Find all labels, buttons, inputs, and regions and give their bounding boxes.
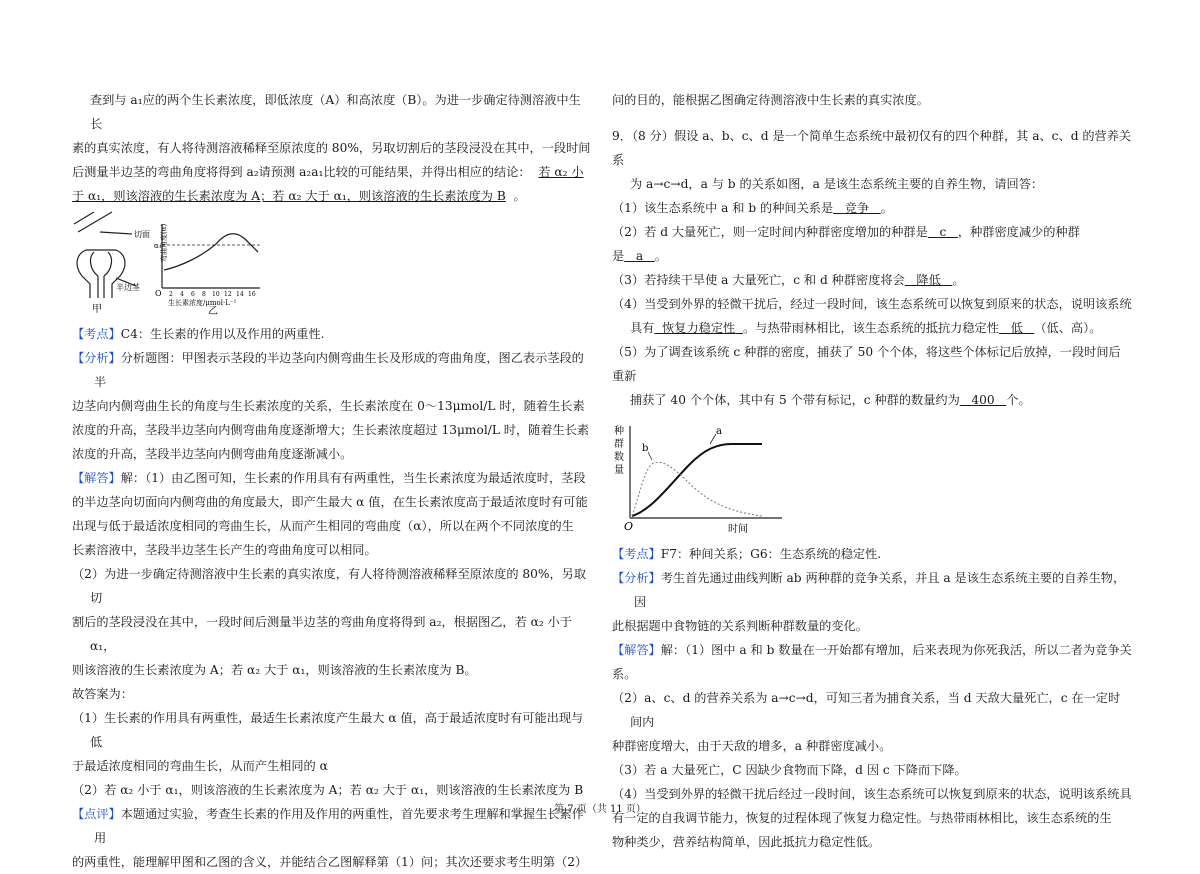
q9-4-line-1: （4）当受到外界的轻微干扰后，经过一段时间，该生态系统可以恢复到原来的状态，说明该系统	[612, 297, 1132, 311]
intro-line-1: 查到与 a₁应的两个生长素浓度，即低浓度（A）和高浓度（B）。为进一步确定待测溶液中生长	[90, 93, 581, 131]
intro-line-2: 素的真实浓度，有人将待测溶液稀释至原浓度的 80%，另取切割后的茎段浸没在其中，一段时间	[72, 141, 591, 155]
answer-underline-1: 若 α₂ 小	[538, 165, 584, 179]
q9-4-answer-1: 恢复力稳定性	[662, 321, 736, 335]
right-column	[612, 88, 1132, 854]
label-yi: 乙	[208, 306, 218, 316]
q9-3-answer: 降低	[916, 273, 941, 287]
intro-line-4: 于 α₁，则该溶液的生长素浓度为 A；若 α₂ 大于 α₁，则该溶液的生长素浓度为 B 。	[72, 189, 526, 203]
curve-a	[632, 444, 762, 516]
dianping: 【点评】本题通过实验，考查生长素的作用及作用的两重性，首先要求考生理解和掌握生长素作用 的两重性，能理解甲图和乙图的含义，并能结合乙图解释第（1）问；其次还要求考生明第（2）	[72, 807, 588, 869]
q9-4-line-2: 具有 恢复力稳定性 。与热带雨林相比，该生态系统的抵抗力稳定性 低 （低、高）。	[630, 321, 1102, 335]
q9-2-answer-2: a	[635, 249, 644, 263]
x-axis-label: 生长素浓度/μmol·L⁻¹	[168, 299, 237, 307]
label-half-stem: 半边茎	[116, 283, 140, 292]
q9-5-line-2: 捕获了 40 个个体，其中有 5 个带有标记，c 种群的数量约为 400 个。	[630, 393, 1031, 407]
y-axis-label: 弯曲角度(α)	[160, 223, 168, 262]
x-tick: 4	[180, 291, 184, 298]
kaodian-tag: 【考点】	[612, 547, 661, 561]
answer-underline-2: 于 α₁，则该溶液的生长素浓度为 A；若 α₂ 大于 α₁，则该溶液的生长素浓度为 B	[72, 189, 506, 203]
x-tick: 16	[248, 291, 256, 298]
b-leader	[648, 452, 652, 460]
y-label-char: 群	[614, 439, 624, 450]
q9-line-1: 9．（8 分）假设 a、b、c、d 是一个简单生态系统中最初仅有的四个种群，其 a、c、d 的营养关系	[612, 129, 1132, 167]
jieda-right: 【解答】解：（1）图中 a 和 b 数量在一开始都有增加，后来表现为你死我活，所以二者为竞争关 系。	[612, 643, 1132, 681]
x-tick: 6	[191, 291, 195, 298]
jieda-part-2: （2）为进一步确定待测溶液中生长素的真实浓度，有人将待测溶液稀释至原浓度的 80%，另取切 割后的茎段浸没在其中，一段时间后测量半边茎的弯曲角度将得到 a₂，根据图乙，若 α₂ 小于 α₁， 则该溶液的生长素浓度为 A；若 α₂ 大于 α₁，则该溶液的生长素浓度为 B。	[72, 567, 587, 677]
a1-label: α₁	[154, 242, 162, 250]
q9-5-answer: 400	[971, 393, 995, 407]
figure-population-svg	[612, 420, 812, 536]
answer-2: （2）若 α₂ 小于 α₁，则该溶液的生长素浓度为 A；若 α₂ 大于 α₁，则该溶液的生长素浓度为 B	[72, 783, 584, 797]
x-tick: 10	[212, 291, 220, 298]
fenxi-tag: 【分析】	[72, 351, 121, 365]
y-label-char: 种	[614, 426, 624, 437]
jieda-right-3: （3）若 a 大量死亡，C 因缺少食物而下降，d 因 c 下降而下降。	[612, 763, 967, 777]
x-tick: 2	[169, 291, 173, 298]
q9-3: （3）若持续干旱使 a 大量死亡，c 和 d 种群密度将会 降低 。	[612, 273, 965, 287]
curve-chart-yi	[162, 224, 260, 288]
x-label-time: 时间	[728, 524, 748, 535]
y-label-char: 量	[614, 465, 624, 476]
label-cut-face: 切面	[134, 230, 150, 239]
chart-origin: O	[155, 289, 162, 298]
fenxi-right: 【分析】考生首先通过曲线判断 ab 两种群的竞争关系，并且 a 是该生态系统主要的自养生物，因 此根据题中食物链的关系判断种群数量的变化。	[612, 571, 1126, 633]
y-label-char: 数	[614, 452, 624, 463]
x-tick: 14	[236, 291, 244, 298]
x-tick: 12	[224, 291, 232, 298]
continuation-line: 问的目的，能根据乙图确定待测溶液中生长素的真实浓度。	[612, 93, 929, 107]
curve-a-label: a	[716, 426, 722, 437]
q9-5-line-1: （5）为了调查该系统 c 种群的密度，捕获了 50 个个体，将这些个体标记后放掉，一段时间后重新	[612, 345, 1121, 383]
x-ticks	[169, 291, 256, 298]
label-jia: 甲	[92, 304, 102, 315]
jieda-tag: 【解答】	[72, 471, 121, 485]
kaodian-tag: 【考点】	[72, 327, 121, 341]
left-column	[72, 88, 592, 874]
jieda: 【解答】解：（1）由乙图可知，生长素的作用具有有两重性，当生长素浓度为最适浓度时，茎段 的半边茎向切面向内侧弯曲的角度最大，即产生最大 α 值，在生长素浓度高于最适浓度时有可能 出现与低于最适浓度相同的弯曲生长，从而产生相同的弯曲度（α），所以在两个不同浓度的生 长素溶液中，茎段半边茎生长产生的弯曲角度可以相同。	[72, 471, 588, 557]
kaodian: 【考点】C4：生长素的作用以及作用的两重性.	[72, 327, 325, 341]
fenxi-tag: 【分析】	[612, 571, 661, 585]
fenxi: 【分析】分析题图：甲图表示茎段的半边茎向内侧弯曲生长及形成的弯曲角度，图乙表示茎段的半 边茎向内侧弯曲生长的角度与生长素浓度的关系，生长素浓度在 0～13μmol/L 时，随着生长素 浓度的升高，茎段半边茎向内侧弯曲角度逐渐增大；生长素浓度超过 13μmol/L 时，随着生长素 浓度的升高，茎段半边茎向内侧弯曲角度逐渐减小。	[72, 351, 590, 461]
figure-jia-yi	[72, 210, 592, 316]
curve-b	[632, 462, 762, 516]
population-origin: O	[624, 520, 634, 533]
q9-4-answer-2: 低	[1010, 321, 1023, 335]
intro-line-3: 后测量半边茎的弯曲角度将得到 a₂请预测 a₂a₁比较的可能结果，并得出相应的结论： 若 α₂ 小	[72, 165, 584, 179]
q9-2-answer-1: c	[939, 225, 947, 239]
figure-jia-yi-svg	[72, 210, 272, 316]
x-tick: 8	[202, 291, 206, 298]
jieda-right-2: （2）a、c、d 的营养关系为 a→c→d，可知三者为捕食关系，当 d 天敌大量死亡，c 在一定时间内 种群密度增大，由于天敌的增多，a 种群密度减小。	[612, 691, 1121, 753]
page-footer: 第 7 页（共 11 页）	[554, 804, 646, 815]
jieda-tag: 【解答】	[612, 643, 661, 657]
q9-1: （1）该生态系统中 a 和 b 的种间关系是 竞争 。	[612, 201, 893, 215]
figure-population	[612, 420, 1132, 536]
curve-b-label: b	[642, 443, 649, 454]
dianping-tag: 【点评】	[72, 807, 121, 821]
jieda-right-4: （4）当受到外界的轻微干扰后经过一段时间，该生态系统可以恢复到原来的状态，说明该系统具 有一定的自我调节能力，恢复的过程体现了恢复力稳定性。与热带雨林相比，该生态系统的生 物种类少，营养结构简单，因此抵抗力稳定性低。	[612, 787, 1132, 849]
q9-line-2: 为 a→c→d，a 与 b 的关系如图，a 是该生态系统主要的自养生物，请回答：	[630, 177, 1044, 191]
answer-title: 故答案为：	[72, 687, 133, 701]
q9-2: （2）若 d 大量死亡，则一定时间内种群密度增加的种群是 c ，种群密度减少的种群是 a 。	[612, 225, 1080, 263]
q9-1-answer: 竞争	[844, 201, 870, 215]
kaodian-right: 【考点】F7：种间关系；G6：生态系统的稳定性.	[612, 547, 882, 561]
answer-1: （1）生长素的作用具有两重性，最适生长素浓度产生最大 α 值，高于最适浓度时有可能出现与低 于最适浓度相同的弯曲生长，从而产生相同的 α	[72, 711, 584, 773]
